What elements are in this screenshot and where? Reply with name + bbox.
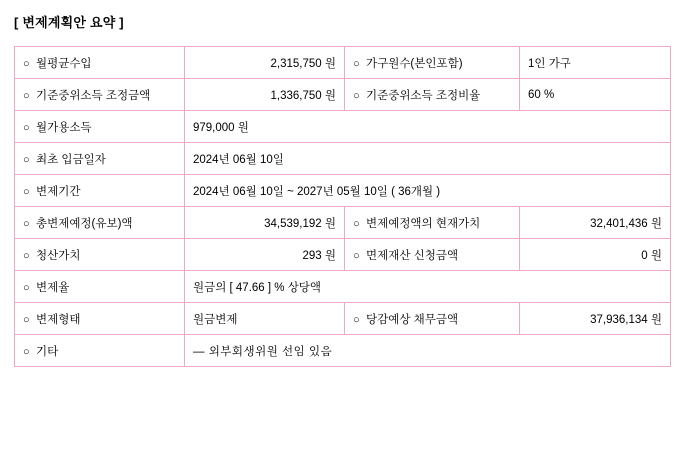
row-label-present-value-of-repayment bbox=[345, 207, 520, 239]
row-value-first-payment-date: 2024년 06월 10일 bbox=[185, 143, 671, 175]
row-label-liquidation-value bbox=[15, 239, 185, 271]
row-value-median-income-adjusted-amount: 1,336,750 원 bbox=[185, 79, 345, 111]
table-row bbox=[15, 303, 671, 335]
row-value-total-planned-repayment: 34,539,192 원 bbox=[185, 207, 345, 239]
circle-bullet-icon: ○ bbox=[353, 217, 360, 230]
row-value-repayment-type: 원금변제 bbox=[185, 303, 345, 335]
row-value-monthly-income: 2,315,750 원 bbox=[185, 47, 345, 79]
row-label-total-planned-repayment bbox=[15, 207, 185, 239]
label-text: 청산가치 bbox=[36, 249, 81, 262]
label-text: 가구원수(본인포함) bbox=[366, 57, 463, 70]
table-row bbox=[15, 143, 671, 175]
circle-bullet-icon: ○ bbox=[23, 313, 30, 326]
label-text: 총변제예정(유보)액 bbox=[36, 217, 133, 230]
row-label-exempt-property-claim bbox=[345, 239, 520, 271]
table-row bbox=[15, 79, 671, 111]
row-value-liquidation-value: 293 원 bbox=[185, 239, 345, 271]
label-text: 기준중위소득 조정비율 bbox=[366, 89, 481, 102]
row-label-first-payment-date bbox=[15, 143, 185, 175]
row-label-monthly-income bbox=[15, 47, 185, 79]
label-text: 기준중위소득 조정금액 bbox=[36, 89, 151, 102]
row-value-median-income-adjusted-ratio: 60 % bbox=[520, 79, 671, 111]
row-label-household-size bbox=[345, 47, 520, 79]
circle-bullet-icon: ○ bbox=[353, 89, 360, 102]
row-value-expected-debt-reduction: 37,936,134 원 bbox=[520, 303, 671, 335]
row-value-exempt-property-claim: 0 원 bbox=[520, 239, 671, 271]
table-row bbox=[15, 47, 671, 79]
row-label-repayment-period bbox=[15, 175, 185, 207]
circle-bullet-icon: ○ bbox=[23, 281, 30, 294]
label-text: 변제형태 bbox=[36, 313, 81, 326]
row-label-median-income-adjusted-ratio bbox=[345, 79, 520, 111]
circle-bullet-icon: ○ bbox=[23, 89, 30, 102]
label-text: 변제율 bbox=[36, 281, 70, 294]
circle-bullet-icon: ○ bbox=[23, 345, 30, 358]
label-text: 면제재산 신청금액 bbox=[366, 249, 459, 262]
row-value-household-size: 1인 가구 bbox=[520, 47, 671, 79]
row-value-repayment-rate: 원금의 [ 47.66 ] % 상당액 bbox=[185, 271, 671, 303]
circle-bullet-icon: ○ bbox=[353, 57, 360, 70]
row-label-expected-debt-reduction bbox=[345, 303, 520, 335]
label-text: 최초 입금일자 bbox=[36, 153, 106, 166]
circle-bullet-icon: ○ bbox=[353, 313, 360, 326]
label-text: 당감예상 채무금액 bbox=[366, 313, 459, 326]
page-title: [ 변제계획안 요약 ] bbox=[14, 15, 124, 30]
label-text: 기타 bbox=[36, 345, 59, 358]
table-row bbox=[15, 111, 671, 143]
circle-bullet-icon: ○ bbox=[23, 217, 30, 230]
label-text: 변제예정액의 현재가치 bbox=[366, 217, 481, 230]
row-label-etc bbox=[15, 335, 185, 367]
repayment-plan-summary-table bbox=[14, 46, 671, 367]
circle-bullet-icon: ○ bbox=[23, 121, 30, 134]
table-row bbox=[15, 207, 671, 239]
row-value-present-value-of-repayment: 32,401,436 원 bbox=[520, 207, 671, 239]
circle-bullet-icon: ○ bbox=[23, 153, 30, 166]
circle-bullet-icon: ○ bbox=[23, 57, 30, 70]
row-value-etc: — 외부회생위원 선임 있음 bbox=[185, 335, 671, 367]
row-label-repayment-type bbox=[15, 303, 185, 335]
label-text: 월가용소득 bbox=[36, 121, 92, 134]
label-text: 변제기간 bbox=[36, 185, 81, 198]
label-text: 월평균수입 bbox=[36, 57, 92, 70]
circle-bullet-icon: ○ bbox=[353, 249, 360, 262]
row-label-median-income-adjusted-amount bbox=[15, 79, 185, 111]
table-row bbox=[15, 335, 671, 367]
row-value-monthly-disposable-income: 979,000 원 bbox=[185, 111, 671, 143]
row-label-repayment-rate bbox=[15, 271, 185, 303]
circle-bullet-icon: ○ bbox=[23, 185, 30, 198]
table-row bbox=[15, 271, 671, 303]
row-value-repayment-period: 2024년 06월 10일 ~ 2027년 05월 10일 ( 36개월 ) bbox=[185, 175, 671, 207]
row-label-monthly-disposable-income bbox=[15, 111, 185, 143]
circle-bullet-icon: ○ bbox=[23, 249, 30, 262]
table-row bbox=[15, 175, 671, 207]
table-row bbox=[15, 239, 671, 271]
